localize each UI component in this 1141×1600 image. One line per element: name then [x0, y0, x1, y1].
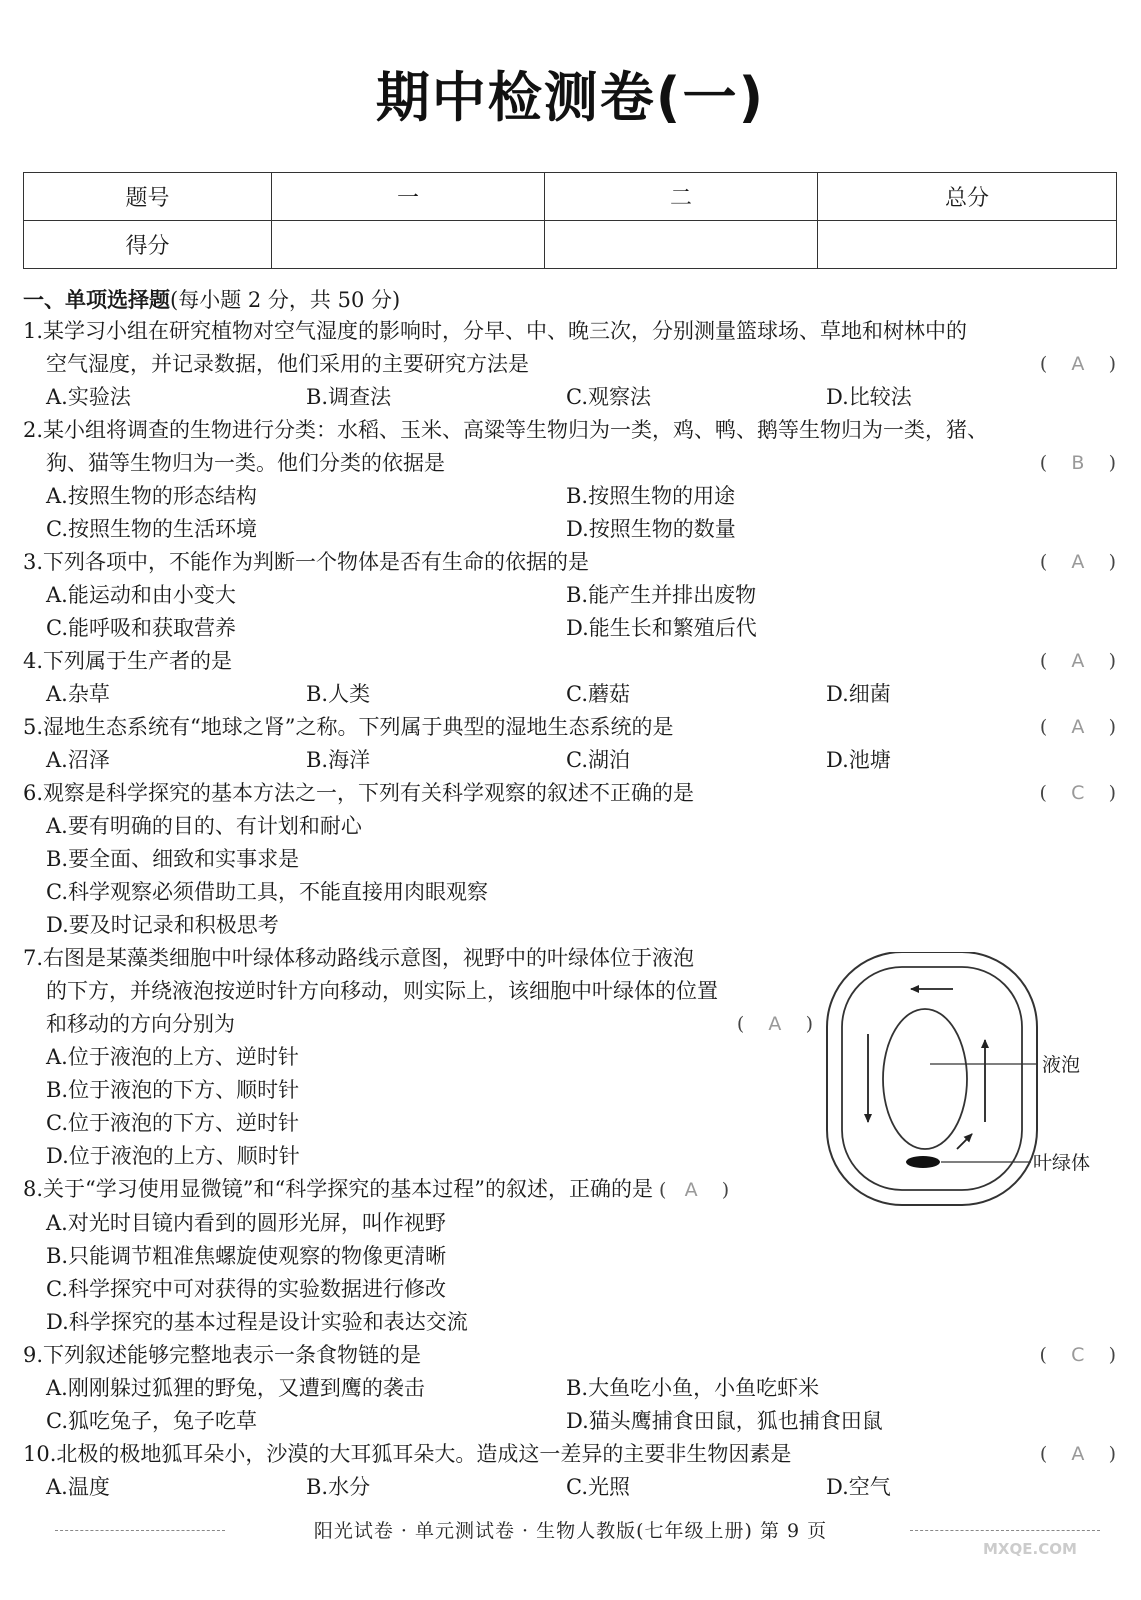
question-stem: 的下方，并绕液泡按逆时针方向移动，则实际上，该细胞中叶绿体的位置 — [46, 979, 718, 1003]
option-a: A.对光时目镜内看到的圆形光屏，叫作视野 — [46, 1211, 446, 1235]
arrow-diagonal — [957, 1134, 972, 1149]
option-b: B.按照生物的用途 — [566, 484, 736, 508]
option-c: C.蘑菇 — [566, 682, 630, 706]
question-1 — [23, 315, 1116, 414]
option-d: D.细菌 — [826, 682, 891, 706]
option-b: B.位于液泡的下方、顺时针 — [46, 1078, 300, 1102]
watermark-logo: MXQE.COM — [983, 1540, 1077, 1558]
option-a: A.沼泽 — [46, 748, 110, 772]
option-row — [23, 744, 1116, 777]
option-c: C.观察法 — [566, 385, 651, 409]
question-section — [23, 285, 1116, 1504]
score-table-header-row — [24, 173, 1117, 221]
option-list — [23, 1041, 813, 1173]
cell-diagram — [805, 952, 1105, 1222]
question-stem: 和移动的方向分别为 — [46, 1012, 235, 1036]
answer-blank: ( C ) — [1039, 782, 1116, 804]
score-table-score-row — [24, 221, 1117, 269]
question-stem: 空气湿度，并记录数据，他们采用的主要研究方法是 — [46, 352, 529, 376]
option-c: C.能呼吸和获取营养 — [46, 616, 236, 640]
score-header-cell: 一 — [272, 173, 545, 221]
option-a: A.要有明确的目的、有计划和耐心 — [46, 814, 362, 838]
score-cell-1 — [272, 221, 545, 269]
question-2 — [23, 414, 1116, 546]
vacuole-label: 液泡 — [1042, 1054, 1081, 1076]
question-stem: 2.某小组将调查的生物进行分类：水稻、玉米、高粱等生物归为一类，鸡、鸭、鹅等生物归为一类，猪、 — [23, 418, 989, 442]
option-d: D.能生长和繁殖后代 — [566, 616, 757, 640]
answer-blank: ( A ) — [736, 1013, 813, 1035]
option-d: D.要及时记录和积极思考 — [46, 913, 279, 937]
option-d: D.猫头鹰捕食田鼠，狐也捕食田鼠 — [566, 1409, 883, 1433]
option-row — [23, 612, 1116, 645]
question-stem: 6.观察是科学探究的基本方法之一，下列有关科学观察的叙述不正确的是 — [23, 781, 695, 805]
option-row — [23, 1372, 1116, 1405]
question-9 — [23, 1339, 1116, 1438]
answer-blank: ( A ) — [1039, 551, 1116, 573]
question-stem: 4.下列属于生产者的是 — [23, 649, 233, 673]
option-row — [23, 678, 1116, 711]
option-row — [23, 579, 1116, 612]
option-list — [23, 810, 1116, 942]
option-d: D.比较法 — [826, 385, 912, 409]
option-c: C.科学观察必须借助工具，不能直接用肉眼观察 — [46, 880, 488, 904]
option-a: A.实验法 — [46, 385, 131, 409]
option-a: A.按照生物的形态结构 — [46, 484, 257, 508]
option-b: B.水分 — [306, 1475, 371, 1499]
score-cell-total — [818, 221, 1117, 269]
question-stem: 3.下列各项中，不能作为判断一个物体是否有生命的依据的是 — [23, 550, 590, 574]
answer-blank: ( A ) — [1039, 650, 1116, 672]
option-d: D.池塘 — [826, 748, 891, 772]
option-a: A.温度 — [46, 1475, 110, 1499]
score-header-cell: 总分 — [818, 173, 1117, 221]
page-footer: 阳光试卷 · 单元测试卷 · 生物人教版(七年级上册) 第 9 页 — [313, 1520, 828, 1542]
answer-blank: ( A ) — [659, 1179, 730, 1201]
question-stem: 1.某学习小组在研究植物对空气湿度的影响时，分早、中、晚三次，分别测量篮球场、草地和树林中的 — [23, 319, 968, 343]
option-c: C.湖泊 — [566, 748, 630, 772]
option-d: D.位于液泡的上方、顺时针 — [46, 1144, 300, 1168]
option-b: B.大鱼吃小鱼，小鱼吃虾米 — [566, 1376, 820, 1400]
option-row — [23, 480, 1116, 513]
option-b: B.只能调节粗准焦螺旋使观察的物像更清晰 — [46, 1244, 447, 1268]
option-d: D.空气 — [826, 1475, 891, 1499]
option-row — [23, 1405, 1116, 1438]
option-row — [23, 381, 1116, 414]
question-stem: 狗、猫等生物归为一类。他们分类的依据是 — [46, 451, 445, 475]
option-c: C.科学探究中可对获得的实验数据进行修改 — [46, 1277, 446, 1301]
score-header-cell: 题号 — [24, 173, 272, 221]
option-c: C.光照 — [566, 1475, 630, 1499]
answer-blank: ( A ) — [1039, 353, 1116, 375]
question-stem: 8.关于“学习使用显微镜”和“科学探究的基本过程”的叙述，正确的是 — [23, 1177, 653, 1201]
section-heading: 一、单项选择题(每小题 2 分，共 50 分) — [23, 288, 401, 312]
answer-blank: ( A ) — [1039, 716, 1116, 738]
question-5 — [23, 711, 1116, 777]
option-b: B.能产生并排出废物 — [566, 583, 757, 607]
question-stem: 7.右图是某藻类细胞中叶绿体移动路线示意图，视野中的叶绿体位于液泡 — [23, 946, 695, 970]
option-b: B.海洋 — [306, 748, 371, 772]
question-stem: 9.下列叙述能够完整地表示一条食物链的是 — [23, 1343, 422, 1367]
option-a: A.位于液泡的上方、逆时针 — [46, 1045, 299, 1069]
question-3 — [23, 546, 1116, 645]
answer-blank: ( B ) — [1039, 452, 1116, 474]
option-c: C.按照生物的生活环境 — [46, 517, 257, 541]
option-b: B.调查法 — [306, 385, 392, 409]
score-row-label: 得分 — [24, 221, 272, 269]
question-10 — [23, 1438, 1116, 1504]
score-cell-2 — [545, 221, 818, 269]
option-b: B.人类 — [306, 682, 371, 706]
option-list — [23, 1207, 1116, 1339]
option-d: D.按照生物的数量 — [566, 517, 736, 541]
question-stem: 10.北极的极地狐耳朵小，沙漠的大耳狐耳朵大。造成这一差异的主要非生物因素是 — [23, 1442, 792, 1466]
vacuole — [883, 1009, 967, 1149]
chloroplast-label: 叶绿体 — [1033, 1152, 1091, 1174]
option-row — [23, 1471, 1116, 1504]
score-table — [23, 172, 1117, 269]
option-a: A.杂草 — [46, 682, 110, 706]
question-stem: 5.湿地生态系统有“地球之肾”之称。下列属于典型的湿地生态系统的是 — [23, 715, 674, 739]
answer-blank: ( C ) — [1039, 1344, 1116, 1366]
page-title: 期中检测卷(一) — [375, 66, 766, 129]
option-a: A.能运动和由小变大 — [46, 583, 236, 607]
score-header-cell: 二 — [545, 173, 818, 221]
answer-blank: ( A ) — [1039, 1443, 1116, 1465]
option-c: C.位于液泡的下方、逆时针 — [46, 1111, 299, 1135]
option-b: B.要全面、细致和实事求是 — [46, 847, 300, 871]
chloroplast — [906, 1156, 940, 1168]
question-6 — [23, 777, 1116, 942]
option-c: C.狐吃兔子，兔子吃草 — [46, 1409, 257, 1433]
question-4 — [23, 645, 1116, 711]
cell-membrane — [842, 967, 1022, 1190]
option-row — [23, 513, 1116, 546]
option-a: A.刚刚躲过狐狸的野兔，又遭到鹰的袭击 — [46, 1376, 425, 1400]
option-d: D.科学探究的基本过程是设计实验和表达交流 — [46, 1310, 468, 1334]
